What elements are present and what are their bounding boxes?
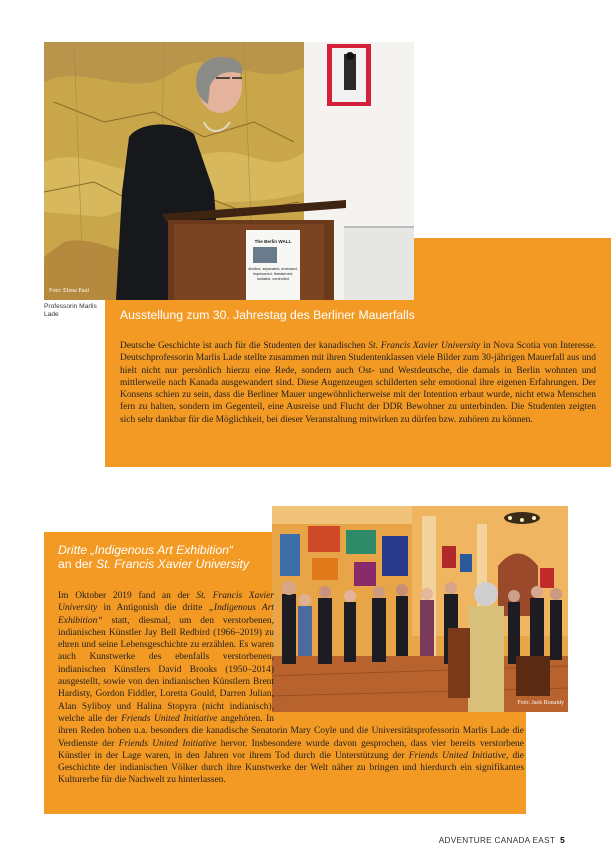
article2-title-line2	[58, 557, 270, 571]
article2-title-italic: St. Francis Xavier University	[95, 557, 250, 571]
article2-title-line1: Dritte „Indigenous Art Exhibition“	[58, 543, 233, 557]
page-footer	[439, 836, 565, 845]
article1-title: Ausstellung zum 30. Jahrestag des Berliner Mauerfalls	[120, 308, 415, 322]
publication-name: ADVENTURE CANADA EAST	[438, 836, 556, 845]
photo-credit-1: Foto: Elena Paul	[49, 288, 89, 294]
page-number: 5	[560, 836, 565, 845]
photo-caption: Professorin Marlis Lade	[44, 303, 97, 318]
lecture-photo	[44, 42, 414, 300]
lecture-photo-graphic	[44, 42, 414, 300]
photo-credit-2: Foto: Jack Ronaldy	[517, 700, 564, 706]
photo-wrap-spacer	[274, 590, 524, 713]
podium-sign-title: The Berlin WALL	[254, 239, 292, 244]
article2-title	[58, 543, 270, 571]
podium-sign-words: divided, separated, enclosed, imprisoned, threatened, isolated, controlled	[248, 267, 298, 281]
article2-title-prefix: an der	[58, 557, 96, 571]
article2-body-container	[58, 590, 524, 787]
article1-body: Deutsche Geschichte ist auch für die Studenten der kanadischen St. Francis Xavier University in Nova Scotia von Interesse. Deutschprofessorin Marlis Lade stellte zusammen mit ihren Studentenklassen viele Bilder zum 30-jährigen Mauerfall aus und hielt nicht nur persönlich hierzu eine Rede, sondern auch Ost- und Westdeutsche, die damals in Berlin wohnten und mittlerweile nach Kanada ausgewandert sind. Diese Augenzeugen schilderten sehr emotional ihre eigenen Erfahrungen. Der Konsens schien zu sein, dass die Berliner Mauer ungewöhnlicherweise mit der Intention erbaut wurde, nicht etwa Menschen fern zu halten, sondern im Gegenteil, eine Ausreise und Flucht der DDR Bewohner zu unterbinden. Die Studenten zeigten sich sehr dankbar für die Möglichkeit, bei dieser Veranstaltung mitwirken zu dürfen bzw. zuhören zu können.	[120, 341, 597, 425]
article2-body: Im Oktober 2019 fand an der St. Francis Xavier University in Antigonish die dritte „Indigenous Art Exhibition“ statt, diesmal, um den verstorbenen, indianischen Künstler Jay Bell Redbird (1966–2019) zu ehren und seine Lebensgeschichte zu erzählen. Es waren auch Kunstwerke des ebenfalls verstorbenen, indianischen Künstlers David Brooks (1950–2014) ausgestellt, sowie von den indianischen Künstlern Brent Hardisty, Gordon Fiddler, Loretta Gould, Darren Julian, Alan Syliboy und Halina Stopyra (nicht indianisch), welche alle der Friends United Initiative angehören. In ihren Reden hoben u.a. besonders die kanadische Senatorin Mary Coyle und die Universitätsprofessorin Marlis Lade die Verdienste der Friends United Initiative hervor. Insbesondere wurde davon gesprochen, dass vier bereits verstorbene Künstler in der Lage waren, in den Jahren vor ihrem Tod durch die Unterstützung der Friends United Initiative, die Geschichte der indianischen Völker durch ihre Kunstwerke der Welt näher zu bringen und hierdurch ein signifikantes Kulturerbe für die Nachwelt zu hinterlassen.	[58, 591, 524, 786]
